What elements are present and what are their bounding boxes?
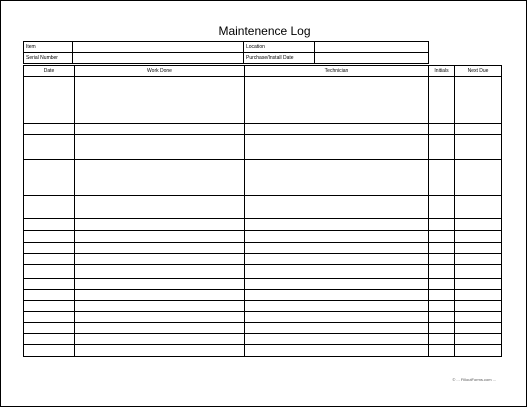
log-row <box>24 254 502 265</box>
next-due-cell[interactable] <box>455 265 502 279</box>
info-row <box>24 53 429 64</box>
log-row <box>24 124 502 135</box>
next-due-cell[interactable] <box>455 196 502 219</box>
log-row <box>24 265 502 279</box>
date-cell[interactable] <box>24 334 75 345</box>
date-cell[interactable] <box>24 219 75 231</box>
initials-cell[interactable] <box>429 290 455 301</box>
date-cell[interactable] <box>24 77 75 124</box>
technician-cell[interactable] <box>245 124 429 135</box>
work-done-cell[interactable] <box>75 301 245 312</box>
date-cell[interactable] <box>24 124 75 135</box>
date-cell[interactable] <box>24 279 75 290</box>
date-cell[interactable] <box>24 265 75 279</box>
next-due-cell[interactable] <box>455 231 502 243</box>
work-done-cell[interactable] <box>75 334 245 345</box>
serial-number-label: Serial Number <box>24 53 73 64</box>
technician-cell[interactable] <box>245 312 429 323</box>
technician-cell[interactable] <box>245 254 429 265</box>
initials-cell[interactable] <box>429 124 455 135</box>
initials-cell[interactable] <box>429 77 455 124</box>
info-table <box>23 41 429 64</box>
work-done-cell[interactable] <box>75 254 245 265</box>
work-done-cell[interactable] <box>75 290 245 301</box>
initials-cell[interactable] <box>429 345 455 357</box>
next-due-cell[interactable] <box>455 254 502 265</box>
date-cell[interactable] <box>24 290 75 301</box>
work-done-cell[interactable] <box>75 243 245 254</box>
date-cell[interactable] <box>24 196 75 219</box>
location-label: Location <box>244 42 315 53</box>
technician-cell[interactable] <box>245 160 429 196</box>
next-due-cell[interactable] <box>455 334 502 345</box>
log-row <box>24 334 502 345</box>
log-table <box>23 65 502 357</box>
technician-cell[interactable] <box>245 219 429 231</box>
initials-cell[interactable] <box>429 334 455 345</box>
work-done-cell[interactable] <box>75 124 245 135</box>
initials-cell[interactable] <box>429 312 455 323</box>
work-done-cell[interactable] <box>75 323 245 334</box>
technician-cell[interactable] <box>245 323 429 334</box>
next-due-cell[interactable] <box>455 345 502 357</box>
initials-cell[interactable] <box>429 196 455 219</box>
date-cell[interactable] <box>24 312 75 323</box>
technician-cell[interactable] <box>245 279 429 290</box>
date-column-header: Date <box>24 66 75 77</box>
purchase-date-label: Purchase/Install Date <box>244 53 315 64</box>
date-cell[interactable] <box>24 231 75 243</box>
log-row <box>24 279 502 290</box>
work-done-cell[interactable] <box>75 279 245 290</box>
work-done-cell[interactable] <box>75 196 245 219</box>
date-cell[interactable] <box>24 160 75 196</box>
date-cell[interactable] <box>24 345 75 357</box>
location-field[interactable] <box>315 42 429 53</box>
work-done-cell[interactable] <box>75 345 245 357</box>
next-due-cell[interactable] <box>455 135 502 160</box>
technician-cell[interactable] <box>245 345 429 357</box>
work-done-cell[interactable] <box>75 135 245 160</box>
technician-cell[interactable] <box>245 196 429 219</box>
initials-cell[interactable] <box>429 219 455 231</box>
log-row <box>24 219 502 231</box>
technician-cell[interactable] <box>245 301 429 312</box>
next-due-cell[interactable] <box>455 124 502 135</box>
footer-copyright: © ... FilloutForms.com ... <box>452 377 496 382</box>
initials-cell[interactable] <box>429 301 455 312</box>
next-due-cell[interactable] <box>455 279 502 290</box>
next-due-cell[interactable] <box>455 219 502 231</box>
log-row <box>24 160 502 196</box>
date-cell[interactable] <box>24 323 75 334</box>
technician-cell[interactable] <box>245 77 429 124</box>
initials-cell[interactable] <box>429 231 455 243</box>
initials-cell[interactable] <box>429 265 455 279</box>
log-row <box>24 301 502 312</box>
date-cell[interactable] <box>24 135 75 160</box>
form-title: Maintenence Log <box>218 24 311 38</box>
date-cell[interactable] <box>24 243 75 254</box>
next-due-column-header: Next Due <box>455 66 502 77</box>
next-due-cell[interactable] <box>455 77 502 124</box>
log-row <box>24 345 502 357</box>
technician-cell[interactable] <box>245 135 429 160</box>
log-row <box>24 290 502 301</box>
initials-cell[interactable] <box>429 279 455 290</box>
initials-cell[interactable] <box>429 323 455 334</box>
log-row <box>24 196 502 219</box>
purchase-date-field[interactable] <box>315 53 429 64</box>
log-row <box>24 135 502 160</box>
serial-number-field[interactable] <box>73 53 244 64</box>
technician-cell[interactable] <box>245 265 429 279</box>
log-body <box>24 77 502 357</box>
work-done-cell[interactable] <box>75 219 245 231</box>
log-row <box>24 312 502 323</box>
log-header-row <box>24 66 502 77</box>
initials-cell[interactable] <box>429 254 455 265</box>
item-field[interactable] <box>73 42 244 53</box>
work-done-cell[interactable] <box>75 77 245 124</box>
next-due-cell[interactable] <box>455 323 502 334</box>
item-label: Item <box>24 42 73 53</box>
work-done-cell[interactable] <box>75 231 245 243</box>
technician-cell[interactable] <box>245 290 429 301</box>
next-due-cell[interactable] <box>455 290 502 301</box>
initials-cell[interactable] <box>429 243 455 254</box>
initials-cell[interactable] <box>429 135 455 160</box>
technician-column-header: Technician <box>245 66 429 77</box>
work-done-cell[interactable] <box>75 312 245 323</box>
log-row <box>24 77 502 124</box>
next-due-cell[interactable] <box>455 312 502 323</box>
technician-cell[interactable] <box>245 231 429 243</box>
next-due-cell[interactable] <box>455 243 502 254</box>
log-row <box>24 243 502 254</box>
work-done-cell[interactable] <box>75 265 245 279</box>
info-row <box>24 42 429 53</box>
technician-cell[interactable] <box>245 243 429 254</box>
technician-cell[interactable] <box>245 334 429 345</box>
initials-cell[interactable] <box>429 160 455 196</box>
log-row <box>24 231 502 243</box>
next-due-cell[interactable] <box>455 301 502 312</box>
log-row <box>24 323 502 334</box>
work-done-column-header: Work Done <box>75 66 245 77</box>
work-done-cell[interactable] <box>75 160 245 196</box>
next-due-cell[interactable] <box>455 160 502 196</box>
date-cell[interactable] <box>24 301 75 312</box>
initials-column-header: Initials <box>429 66 455 77</box>
date-cell[interactable] <box>24 254 75 265</box>
